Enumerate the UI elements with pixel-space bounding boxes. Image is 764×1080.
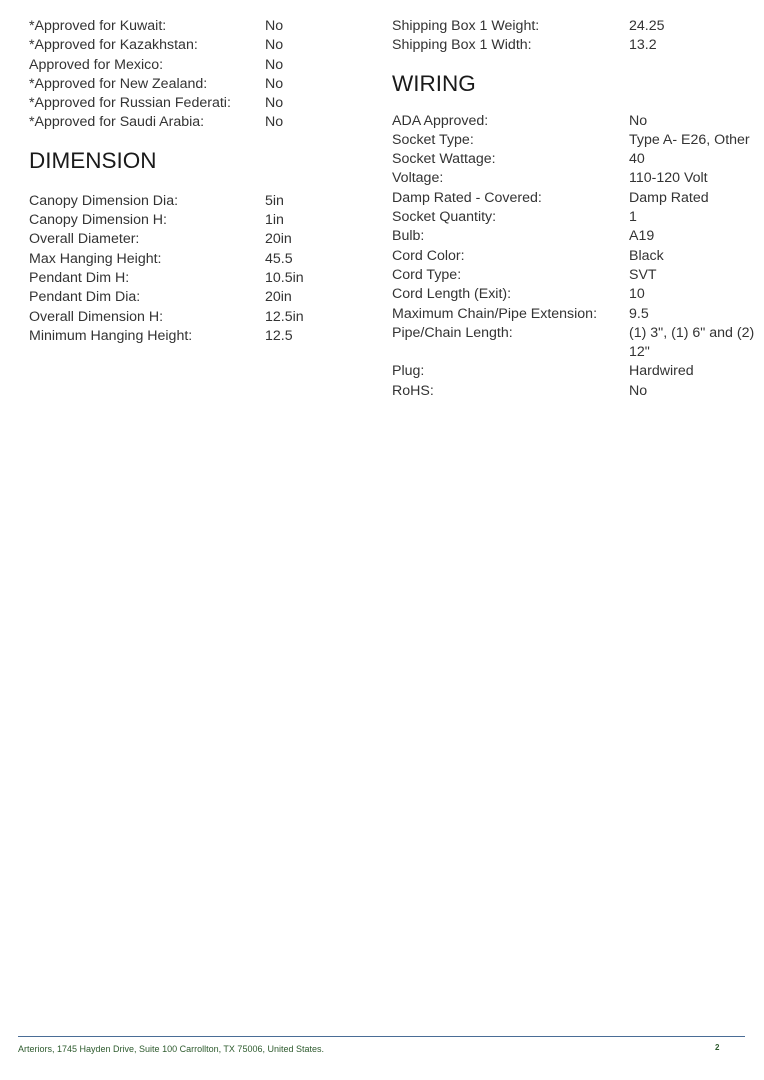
spec-label: Voltage: bbox=[392, 170, 444, 187]
spec-row bbox=[392, 227, 757, 246]
spec-row bbox=[392, 208, 757, 227]
spec-value: No bbox=[265, 114, 284, 131]
spec-value: 1in bbox=[265, 212, 284, 229]
spec-value: No bbox=[629, 112, 648, 129]
spec-value: No bbox=[265, 37, 284, 54]
spec-value: 24.25 bbox=[629, 18, 665, 34]
spec-row bbox=[29, 230, 379, 249]
spec-label: Canopy Dimension Dia: bbox=[29, 192, 179, 209]
spec-label: Bulb: bbox=[392, 228, 425, 245]
page-number: 2 bbox=[715, 1043, 720, 1052]
approvals-list bbox=[29, 17, 379, 133]
spec-label: Shipping Box 1 Width: bbox=[392, 37, 532, 54]
spec-label: Pipe/Chain Length: bbox=[392, 324, 513, 341]
spec-label: Minimum Hanging Height: bbox=[29, 327, 193, 344]
spec-value: Hardwired bbox=[629, 363, 694, 380]
spec-value: 13.2 bbox=[629, 37, 657, 54]
spec-row bbox=[29, 113, 379, 132]
spec-label: Socket Quantity: bbox=[392, 209, 497, 226]
dimension-heading: DIMENSION bbox=[29, 147, 157, 173]
spec-label: RoHS: bbox=[392, 382, 434, 399]
spec-value: 12.5 bbox=[265, 327, 293, 344]
spec-label: Canopy Dimension H: bbox=[29, 212, 167, 229]
spec-row bbox=[392, 247, 757, 266]
spec-row bbox=[392, 266, 757, 285]
right-column bbox=[392, 17, 757, 401]
spec-row bbox=[29, 288, 379, 307]
spec-row bbox=[392, 324, 757, 363]
spec-row bbox=[29, 250, 379, 269]
spec-label: Pendant Dim Dia: bbox=[29, 289, 141, 306]
spec-value: 10 bbox=[629, 286, 645, 303]
spec-value: 5in bbox=[265, 192, 284, 209]
spec-value: No bbox=[265, 18, 284, 34]
left-column bbox=[29, 17, 379, 346]
spec-row bbox=[392, 285, 757, 304]
spec-value: Type A- E26, Other bbox=[629, 131, 750, 148]
wiring-list bbox=[392, 112, 757, 401]
spec-value: No bbox=[265, 95, 284, 112]
spec-row bbox=[392, 36, 757, 55]
spec-row bbox=[29, 94, 379, 113]
spec-label: Overall Diameter: bbox=[29, 231, 140, 248]
spec-label: Overall Dimension H: bbox=[29, 308, 164, 325]
spec-label: ADA Approved: bbox=[392, 112, 489, 129]
spec-row bbox=[29, 308, 379, 327]
spec-row bbox=[29, 56, 379, 75]
spec-label: Cord Color: bbox=[392, 247, 465, 264]
spec-row bbox=[29, 327, 379, 346]
spec-row bbox=[29, 36, 379, 55]
spec-value: 20in bbox=[265, 231, 292, 248]
spec-row bbox=[29, 75, 379, 94]
spec-value: 12.5in bbox=[265, 308, 304, 325]
spec-row bbox=[392, 362, 757, 381]
spec-value: 45.5 bbox=[265, 250, 293, 267]
spec-label: *Approved for New Zealand: bbox=[29, 75, 208, 92]
footer-divider bbox=[18, 1036, 745, 1037]
spec-label: Cord Type: bbox=[392, 266, 462, 283]
spec-value: 20in bbox=[265, 289, 292, 306]
spec-label: Max Hanging Height: bbox=[29, 250, 162, 267]
spec-value: Damp Rated bbox=[629, 189, 709, 206]
spec-label: Socket Type: bbox=[392, 131, 474, 148]
spec-value: 10.5in bbox=[265, 269, 304, 286]
spec-label: Cord Length (Exit): bbox=[392, 286, 512, 303]
spec-label: Plug: bbox=[392, 363, 425, 380]
spec-label: Socket Wattage: bbox=[392, 151, 496, 168]
spec-label: Shipping Box 1 Weight: bbox=[392, 18, 540, 34]
shipping-list bbox=[392, 17, 757, 56]
spec-label: Approved for Mexico: bbox=[29, 56, 164, 73]
spec-value: 40 bbox=[629, 151, 645, 168]
spec-label: *Approved for Saudi Arabia: bbox=[29, 114, 205, 131]
spec-value: SVT bbox=[629, 266, 657, 283]
spec-value: No bbox=[265, 56, 284, 73]
spec-row bbox=[392, 17, 757, 36]
dimension-list bbox=[29, 192, 379, 346]
spec-row bbox=[29, 211, 379, 230]
spec-row bbox=[29, 192, 379, 211]
spec-row bbox=[29, 269, 379, 288]
spec-row bbox=[392, 150, 757, 169]
spec-value: 9.5 bbox=[629, 305, 649, 322]
spec-value: Black bbox=[629, 247, 664, 264]
spec-value: 1 bbox=[629, 209, 637, 226]
wiring-heading: WIRING bbox=[392, 70, 476, 96]
spec-value: No bbox=[629, 382, 648, 399]
footer-address: Arteriors, 1745 Hayden Drive, Suite 100 Carrollton, TX 75006, United States. bbox=[18, 1044, 324, 1054]
spec-label: Pendant Dim H: bbox=[29, 269, 130, 286]
spec-row bbox=[392, 305, 757, 324]
spec-row bbox=[392, 112, 757, 131]
spec-row bbox=[392, 189, 757, 208]
spec-row bbox=[392, 382, 757, 401]
spec-value: A19 bbox=[629, 228, 655, 245]
spec-label: *Approved for Kuwait: bbox=[29, 18, 167, 34]
spec-value: No bbox=[265, 75, 284, 92]
spec-value: (1) 3", (1) 6" and (2) 12" bbox=[629, 324, 755, 361]
spec-label: *Approved for Russian Federati: bbox=[29, 95, 231, 112]
spec-label: Maximum Chain/Pipe Extension: bbox=[392, 305, 598, 322]
spec-row bbox=[392, 169, 757, 188]
spec-label: *Approved for Kazakhstan: bbox=[29, 37, 198, 54]
spec-label: Damp Rated - Covered: bbox=[392, 189, 542, 206]
spec-row bbox=[392, 131, 757, 150]
spec-row bbox=[29, 17, 379, 36]
spec-value: 110-120 Volt bbox=[629, 170, 708, 187]
